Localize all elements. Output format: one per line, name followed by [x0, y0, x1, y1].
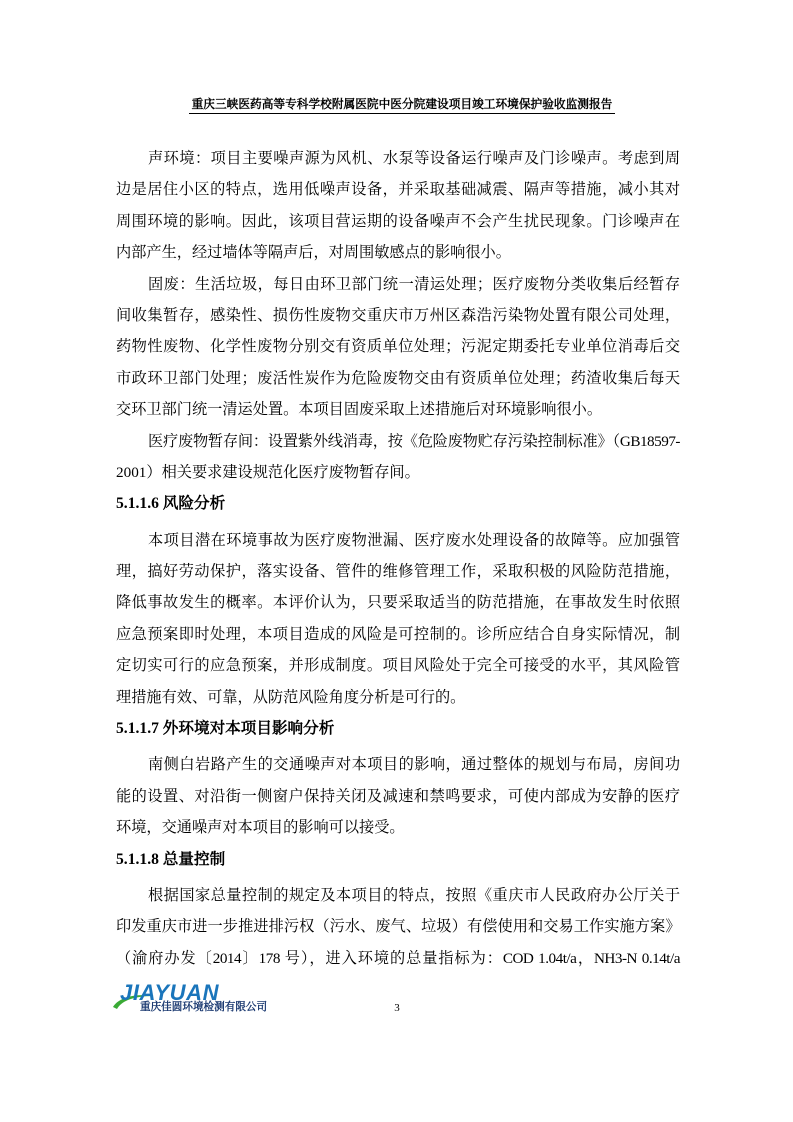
paragraph-line: 周围环境的影响。因此，该项目营运期的设备噪声不会产生扰民现象。门诊噪声在 — [116, 212, 680, 230]
paragraph-line: 市政环卫部门处理；废活性炭作为危险废物交由有资质单位处理；药渣收集后每天 — [116, 369, 680, 387]
paragraph-line: （渝府办发〔2014〕178 号），进入环境的总量指标为：COD 1.04t/a，NH3-N 0.14t/a — [116, 949, 680, 967]
paragraph-total-control — [116, 880, 680, 974]
section-heading-total-control: 5.1.1.8 总量控制 — [116, 850, 226, 868]
paragraph-line: 环境，交通噪声对本项目的影响可以接受。 — [116, 819, 405, 837]
paragraph-waste-storage — [116, 426, 680, 489]
paragraph-line: 能的设置、对沿街一侧窗户保持关闭及减速和禁鸣要求，可使内部成为安静的医疗 — [116, 787, 680, 805]
logo-wordmark: JIAYUAN — [120, 980, 220, 1005]
paragraph-line: 定切实可行的应急预案，并形成制度。项目风险处于完全可接受的水平，其风险管 — [116, 657, 680, 675]
paragraph-line: 理措施有效、可靠，从防范风险角度分析是可行的。 — [116, 688, 466, 706]
paragraph-line: 理，搞好劳动保护，落实设备、管件的维修管理工作，采取积极的风险防范措施， — [116, 563, 680, 581]
paragraph-line: 降低事故发生的概率。本评价认为，只要采取适当的防范措施，在事故发生时依照 — [116, 594, 680, 612]
paragraph-external-environment — [116, 749, 680, 843]
section-heading-risk-analysis: 5.1.1.6 风险分析 — [116, 495, 226, 513]
paragraph-line: 边是居住小区的特点，选用低噪声设备，并采取基础减震、隔声等措施，减小其对 — [116, 181, 680, 199]
document-body — [116, 143, 680, 974]
paragraph-line: 固废：生活垃圾，每日由环卫部门统一清运处理；医疗废物分类收集后经暂存 — [148, 275, 680, 293]
paragraph-solid-waste — [116, 269, 680, 426]
paragraph-line: 声环境：项目主要噪声源为风机、水泵等设备运行噪声及门诊噪声。考虑到周 — [148, 150, 680, 167]
paragraph-line: 根据国家总量控制的规定及本项目的特点，按照《重庆市人民政府办公厅关于 — [148, 886, 680, 904]
paragraph-line: 南侧白岩路产生的交通噪声对本项目的影响，通过整体的规划与布局，房间功 — [148, 756, 680, 774]
paragraph-line: 交环卫部门统一清运处置。本项目固废采取上述措施后对环境影响很小。 — [116, 401, 602, 419]
paragraph-line: 应急预案即时处理，本项目造成的风险是可控制的。诊所应结合自身实际情况，制 — [116, 625, 680, 643]
paragraph-line: 药物性废物、化学性废物分别交有资质单位处理；污泥定期委托专业单位消毒后交 — [116, 338, 680, 356]
paragraph-noise-environment — [116, 143, 680, 269]
paragraph-line: 本项目潜在环境事故为医疗废物泄漏、医疗废水处理设备的故障等。应加强管 — [148, 531, 680, 549]
report-title: 重庆三峡医药高等专科学校附属医院中医分院建设项目竣工环境保护验收监测报告 — [189, 98, 616, 114]
running-header — [120, 95, 684, 114]
paragraph-risk-analysis — [116, 525, 680, 713]
paragraph-line: 2001）相关要求建设规范化医疗废物暂存间。 — [116, 463, 420, 481]
paragraph-line: 间收集暂存，感染性、损伤性废物交重庆市万州区森浩污染物处置有限公司处理， — [116, 306, 680, 324]
paragraph-line: 内部产生，经过墙体等隔声后，对周围敏感点的影响很小。 — [116, 244, 511, 262]
page-number: 3 — [394, 1002, 400, 1014]
paragraph-line: 印发重庆市进一步推进排污权（污水、废气、垃圾）有偿使用和交易工作实施方案》 — [116, 918, 680, 936]
section-heading-external-environment: 5.1.1.7 外环境对本项目影响分析 — [116, 720, 335, 738]
paragraph-line: 医疗废物暂存间：设置紫外线消毒，按《危险废物贮存污染控制标准》（GB18597- — [148, 432, 680, 450]
company-name: 重庆佳圆环境检测有限公司 — [140, 1002, 268, 1013]
